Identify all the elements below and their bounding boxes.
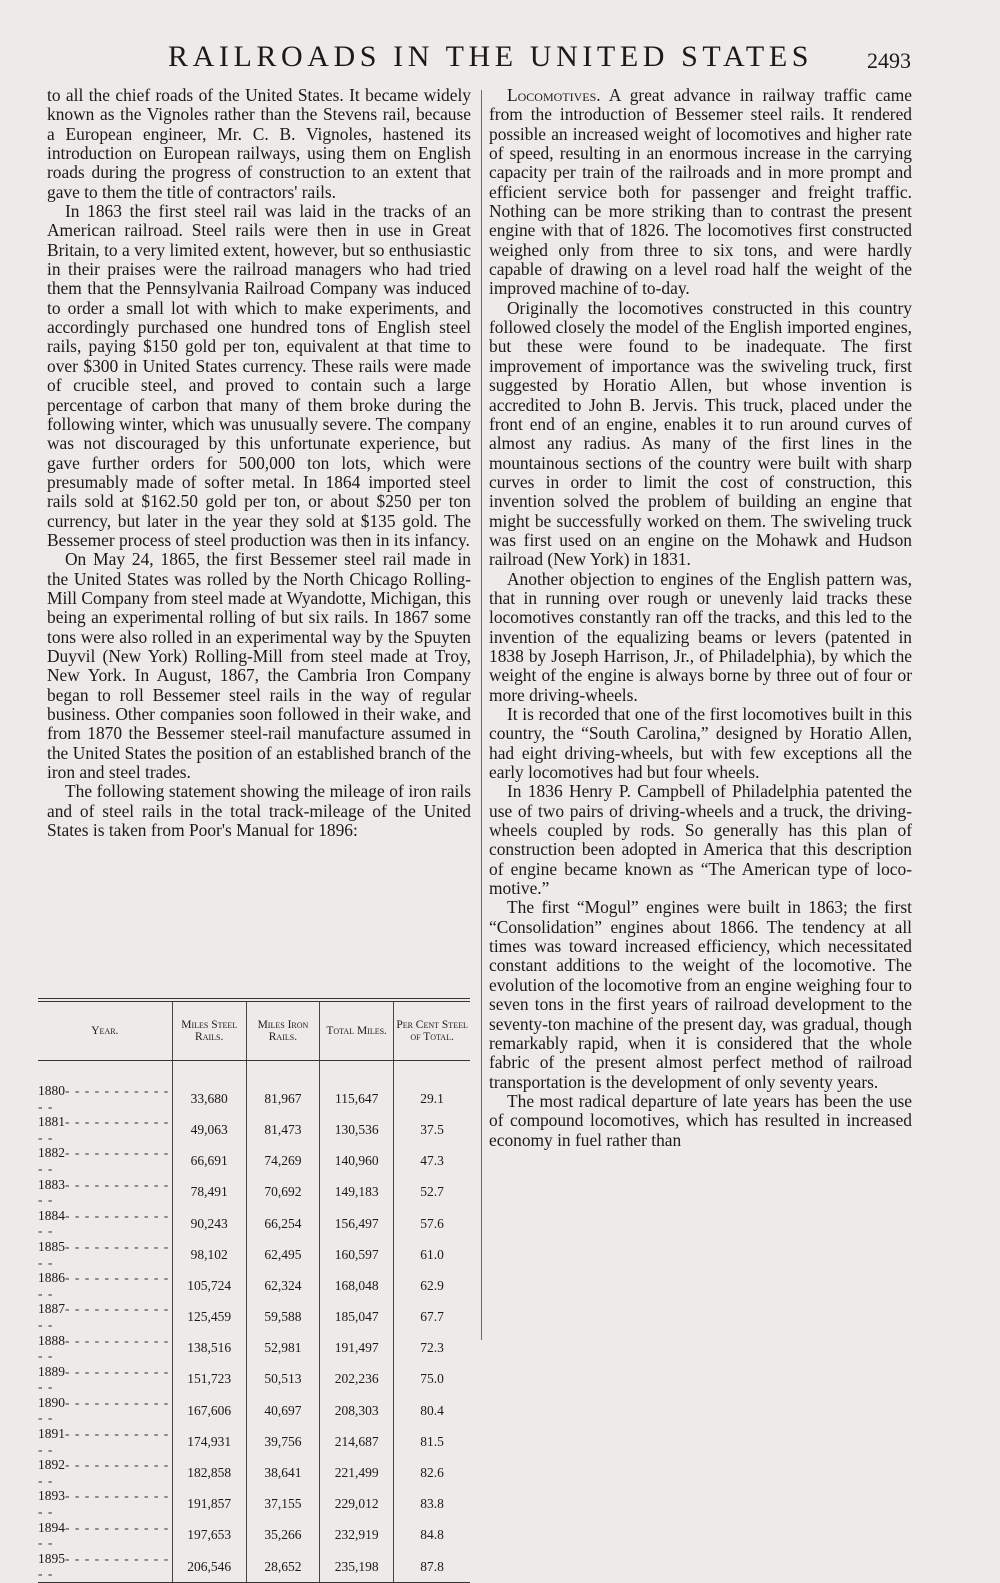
iron-cell	[246, 1457, 319, 1488]
table-row	[38, 1457, 470, 1488]
leader-dots: - - - - - - - - - - - - -	[38, 1394, 170, 1426]
leader-dots: - - - - - - - - - - - - -	[38, 1550, 170, 1582]
iron-cell	[246, 1239, 319, 1270]
paragraph: The following statement showing the mileage of iron rails and of steel rails in the total track-mileage of the United States is taken from Poor's Manual for 1896:	[47, 781, 471, 841]
total-cell-text: 130,536	[334, 1121, 379, 1137]
percent-cell-text: 57.6	[420, 1215, 444, 1231]
leader-dots: - - - - - - - - - - - - -	[38, 1176, 170, 1208]
year-cell	[38, 1301, 172, 1332]
header-percent: Per Cent Steel of Total.	[394, 1002, 470, 1061]
year-cell-text: 1881	[38, 1114, 65, 1130]
total-cell	[320, 1177, 394, 1208]
year-cell-text: 1890	[38, 1394, 65, 1410]
steel-cell	[172, 1520, 246, 1551]
percent-cell	[394, 1145, 470, 1176]
iron-cell-text: 66,254	[264, 1215, 302, 1231]
table-row	[38, 1395, 470, 1426]
total-cell-text: 229,012	[334, 1496, 379, 1512]
section-lead: Locomotives.	[507, 85, 601, 105]
steel-cell	[172, 1114, 246, 1145]
total-cell-text: 140,960	[334, 1153, 379, 1169]
page-header	[0, 40, 1000, 80]
year-cell	[38, 1177, 172, 1208]
year-cell-text: 1892	[38, 1457, 65, 1473]
iron-cell-text: 50,513	[264, 1371, 302, 1387]
table-row	[38, 1145, 470, 1176]
percent-cell-text: 37.5	[420, 1121, 444, 1137]
percent-cell	[394, 1488, 470, 1519]
iron-cell-text: 39,756	[264, 1433, 302, 1449]
total-cell	[320, 1239, 394, 1270]
leader-dots: - - - - - - - - - - - - -	[38, 1114, 170, 1145]
steel-cell-text: 174,931	[187, 1433, 232, 1449]
total-cell	[320, 1426, 394, 1457]
percent-cell-text: 84.8	[420, 1527, 444, 1543]
total-cell	[320, 1520, 394, 1551]
percent-cell	[394, 1520, 470, 1551]
year-cell-text: 1893	[38, 1488, 65, 1504]
steel-cell	[172, 1426, 246, 1457]
total-cell	[320, 1364, 394, 1395]
steel-cell-text: 33,680	[190, 1090, 228, 1106]
year-cell	[38, 1208, 172, 1239]
paragraph-text: A great advance in railway traffic came from the introduction of Bessemer steel rails. It rendered possible an increased weight of locomotives and higher rate of speed, resulting in an enormous increase in the carrying capacity per train of the railroads and in more prompt and efficient service both for passenger and freight traffic. Nothing can be more striking than to contrast the present engine with that of 1826. The locomotives first constructed weighed only from three to six tons, and were hardly capable of drawing on a level road half the weight of the improved machine of to-day.	[489, 85, 912, 299]
table-row	[38, 1426, 470, 1457]
total-cell-text: 168,048	[334, 1277, 379, 1293]
year-cell	[38, 1457, 172, 1488]
total-cell	[320, 1114, 394, 1145]
table-row	[38, 1114, 470, 1145]
iron-cell	[246, 1551, 319, 1583]
percent-cell	[394, 1457, 470, 1488]
year-cell	[38, 1395, 172, 1426]
paragraph: to all the chief roads of the United States. It became widely known as the Vignoles rather than the Stevens rail, because a European engineer, Mr. C. B. Vignoles, hastened its introduction on European railways, using them on English roads during the progress of construction to an extent that gave to them the title of contractors' rails.	[47, 85, 471, 202]
paragraph: The most radical departure of late years has been the use of compound locomotives, which has resulted in increased economy in fuel rather than	[489, 1090, 912, 1150]
iron-cell	[246, 1208, 319, 1239]
year-cell	[38, 1364, 172, 1395]
right-column	[489, 86, 912, 1150]
total-cell	[320, 1145, 394, 1176]
leader-dots: - - - - - - - - - - - - -	[38, 1457, 170, 1488]
steel-cell-text: 90,243	[190, 1215, 228, 1231]
percent-cell	[394, 1177, 470, 1208]
iron-cell	[246, 1333, 319, 1364]
iron-cell-text: 59,588	[264, 1309, 302, 1325]
total-cell-text: 235,198	[334, 1558, 379, 1574]
percent-cell-text: 61.0	[420, 1246, 444, 1262]
percent-cell-text: 82.6	[420, 1465, 444, 1481]
leader-dots: - - - - - - - - - - - - -	[38, 1488, 170, 1520]
percent-cell	[394, 1114, 470, 1145]
steel-cell	[172, 1145, 246, 1176]
leader-dots: - - - - - - - - - - - - -	[38, 1426, 170, 1457]
percent-cell-text: 80.4	[420, 1402, 444, 1418]
percent-cell	[394, 1083, 470, 1114]
iron-cell-text: 81,473	[264, 1121, 302, 1137]
percent-cell-text: 81.5	[420, 1433, 444, 1449]
year-cell	[38, 1488, 172, 1519]
table-row	[38, 1551, 470, 1583]
iron-cell	[246, 1145, 319, 1176]
iron-cell	[246, 1426, 319, 1457]
total-cell-text: 156,497	[334, 1215, 379, 1231]
table-row	[38, 1301, 470, 1332]
header-iron: Miles Iron Rails.	[246, 1002, 319, 1061]
leader-dots: - - - - - - - - - - - - -	[38, 1301, 170, 1332]
year-cell-text: 1887	[38, 1301, 65, 1317]
total-cell	[320, 1457, 394, 1488]
table-row	[38, 1239, 470, 1270]
paragraph: Another objection to engines of the English pattern was, that in running over rough or unevenly laid tracks these locomotives constantly ran off the tracks, and this led to the invention of the equalizing beams or levers (patented in 1838 by Joseph Harrison, Jr., of Philadelphia), by which the weight of the engine is always borne by three out of four or more driving-wheels.	[489, 568, 912, 705]
leader-dots: - - - - - - - - - - - - -	[38, 1332, 170, 1364]
year-cell-text: 1894	[38, 1519, 65, 1535]
table-row	[38, 1270, 470, 1301]
iron-cell	[246, 1488, 319, 1519]
total-cell	[320, 1301, 394, 1332]
total-cell	[320, 1083, 394, 1114]
percent-cell-text: 52.7	[420, 1184, 444, 1200]
steel-cell-text: 125,459	[187, 1309, 232, 1325]
total-cell-text: 221,499	[334, 1465, 379, 1481]
steel-cell	[172, 1333, 246, 1364]
year-cell	[38, 1270, 172, 1301]
total-cell-text: 160,597	[334, 1246, 379, 1262]
steel-cell-text: 78,491	[190, 1184, 228, 1200]
steel-cell-text: 66,691	[190, 1153, 228, 1169]
percent-cell	[394, 1364, 470, 1395]
mileage-table-container	[38, 998, 470, 1583]
table-row	[38, 1488, 470, 1519]
total-cell-text: 185,047	[334, 1309, 379, 1325]
percent-cell-text: 75.0	[420, 1371, 444, 1387]
year-cell-text: 1882	[38, 1145, 65, 1161]
total-cell-text: 149,183	[334, 1184, 379, 1200]
percent-cell-text: 47.3	[420, 1153, 444, 1169]
year-cell	[38, 1239, 172, 1270]
iron-cell-text: 28,652	[264, 1558, 302, 1574]
total-cell	[320, 1395, 394, 1426]
iron-cell-text: 62,495	[264, 1246, 302, 1262]
iron-cell-text: 70,692	[264, 1184, 302, 1200]
steel-cell-text: 98,102	[190, 1246, 228, 1262]
year-cell-text: 1888	[38, 1332, 65, 1348]
percent-cell	[394, 1270, 470, 1301]
steel-cell-text: 191,857	[187, 1496, 232, 1512]
percent-cell-text: 87.8	[420, 1558, 444, 1574]
year-cell-text: 1889	[38, 1363, 65, 1379]
table-body	[38, 1061, 470, 1583]
iron-cell	[246, 1395, 319, 1426]
leader-dots: - - - - - - - - - - - - -	[38, 1519, 170, 1551]
steel-cell-text: 138,516	[187, 1340, 232, 1356]
table-row	[38, 1208, 470, 1239]
iron-cell-text: 81,967	[264, 1090, 302, 1106]
steel-cell-text: 182,858	[187, 1465, 232, 1481]
table-row	[38, 1364, 470, 1395]
total-cell-text: 214,687	[334, 1433, 379, 1449]
steel-cell	[172, 1301, 246, 1332]
steel-cell-text: 167,606	[187, 1402, 232, 1418]
iron-cell	[246, 1364, 319, 1395]
table-spacer-row	[38, 1061, 470, 1084]
year-cell-text: 1895	[38, 1550, 65, 1566]
table-header-row	[38, 1002, 470, 1061]
percent-cell	[394, 1239, 470, 1270]
paragraph: Originally the locomotives constructed in this country followed closely the model of the English imported engines, but these were found to be inadequate. The first improvement of importance was the swiveling truck, first suggested by Horatio Allen, but whose invention is accredited to John B. Jervis. This truck, placed under the front end of an engine, enables it to run around curves of almost any radius. As many of the first lines in the mountainous sections of the country were built with sharp curves in order to limit the cost of construction, this invention solved the problem of building an engine that might be successfully worked on them. The swiveling truck was first used on an engine on the Mohawk and Hudson railroad (New York) in 1831.	[489, 297, 912, 570]
total-cell	[320, 1488, 394, 1519]
percent-cell	[394, 1551, 470, 1583]
steel-cell	[172, 1395, 246, 1426]
table-row	[38, 1333, 470, 1364]
paragraph: The first “Mogul” engines were built in 1863; the first “Consolidation” engines about 1866. The tendency at all times was toward increased efficiency, which necessitated constant additions to the weight of the locomotive. The evolution of the locomotive from an engine weighing four to seven tons in the first years of railroad development to the seventy-ton machine of the present day, was gradual, though remarkably rapid, when it is considered that the whole fabric of the present almost perfect method of railroad transportation is the development of only seventy years.	[489, 897, 912, 1092]
leader-dots: - - - - - - - - - - - - -	[38, 1238, 170, 1270]
header-total: Total Miles.	[320, 1002, 394, 1061]
leader-dots: - - - - - - - - - - - - -	[38, 1145, 170, 1176]
iron-cell	[246, 1083, 319, 1114]
iron-cell	[246, 1270, 319, 1301]
year-cell	[38, 1520, 172, 1551]
paragraph: In 1863 the first steel rail was laid in the tracks of an American railroad. Steel rails were then in use in Great Britain, to a very limited extent, however, but so enthusiastic in their praises were the railroad managers who had tried them that the Pennsylvania Railroad Company was induced to order a small lot with which to make experiments, and accordingly purchased one hundred tons of English steel rails, paying $150 gold per ton, equivalent at that time to over $300 in United States currency. These rails were made of crucible steel, and proved to contain such a large percentage of carbon that many of them broke during the following winter, which was unusually severe. The company was not discouraged by this unfortunate experience, but gave further orders for 500,000 ton lots, which were presumably made of softer metal. In 1864 imported steel rails sold at $162.50 gold per ton, or about $250 per ton currency, but later in the year they sold at $135 gold. The Bessemer process of steel production was then in its infancy.	[47, 201, 471, 550]
iron-cell	[246, 1520, 319, 1551]
column-divider	[481, 90, 482, 1340]
iron-cell-text: 38,641	[264, 1465, 302, 1481]
year-cell-text: 1891	[38, 1426, 65, 1442]
percent-cell	[394, 1208, 470, 1239]
table-row	[38, 1083, 470, 1114]
paragraph: In 1836 Henry P. Campbell of Philadelphia patented the use of two pairs of driving-wheels and a truck, the driving-wheels coupled by rods. So generally has this plan of construction been adopted in America that this description of engine became known as “The American type of locomotive.”	[489, 781, 912, 899]
table-row	[38, 1177, 470, 1208]
percent-cell-text: 83.8	[420, 1496, 444, 1512]
year-cell-text: 1880	[38, 1083, 65, 1098]
percent-cell	[394, 1333, 470, 1364]
iron-cell-text: 62,324	[264, 1277, 302, 1293]
iron-cell-text: 52,981	[264, 1340, 302, 1356]
year-cell-text: 1886	[38, 1270, 65, 1286]
steel-cell	[172, 1177, 246, 1208]
leader-dots: - - - - - - - - - - - - -	[38, 1270, 170, 1301]
total-cell-text: 115,647	[334, 1090, 379, 1106]
iron-cell-text: 37,155	[264, 1496, 302, 1512]
steel-cell-text: 151,723	[187, 1371, 232, 1387]
iron-cell	[246, 1177, 319, 1208]
percent-cell-text: 72.3	[420, 1340, 444, 1356]
year-cell	[38, 1551, 172, 1583]
steel-cell	[172, 1551, 246, 1583]
leader-dots: - - - - - - - - - - - - -	[38, 1207, 170, 1239]
percent-cell-text: 67.7	[420, 1309, 444, 1325]
iron-cell	[246, 1114, 319, 1145]
total-cell-text: 202,236	[334, 1371, 379, 1387]
steel-cell-text: 105,724	[187, 1277, 232, 1293]
steel-cell-text: 49,063	[190, 1121, 228, 1137]
percent-cell-text: 29.1	[420, 1090, 444, 1106]
leader-dots: - - - - - - - - - - - - -	[38, 1083, 170, 1114]
year-cell	[38, 1083, 172, 1114]
paragraph: On May 24, 1865, the first Bessemer steel rail made in the United States was rolled by the North Chicago Rolling-Mill Company from steel made at Wyandotte, Michigan, this being an experimental rolling of but six rails. In 1867 some tons were also rolled in an experimental way by the Spuyten Duyvil (New York) Rolling-Mill from steel made at Troy, New York. In August, 1867, the Cambria Iron Company began to roll Bessemer steel rails in the way of regular business. Other companies soon followed in their wake, and from 1870 the Bessemer steel-rail manufacture assumed in the United States the position of an established branch of the iron and steel trades.	[47, 549, 471, 783]
percent-cell	[394, 1426, 470, 1457]
total-cell	[320, 1208, 394, 1239]
percent-cell	[394, 1395, 470, 1426]
steel-cell-text: 206,546	[187, 1558, 232, 1574]
year-cell	[38, 1114, 172, 1145]
paragraph: It is recorded that one of the first locomotives built in this country, the “South Carolina,” designed by Horatio Allen, had eight driving-wheels, but with few exceptions all the early locomotives had but four wheels.	[489, 704, 912, 783]
total-cell-text: 191,497	[334, 1340, 379, 1356]
year-cell	[38, 1426, 172, 1457]
year-cell-text: 1885	[38, 1238, 65, 1254]
steel-cell	[172, 1239, 246, 1270]
steel-cell	[172, 1208, 246, 1239]
total-cell	[320, 1333, 394, 1364]
total-cell-text: 232,919	[334, 1527, 379, 1543]
total-cell-text: 208,303	[334, 1402, 379, 1418]
year-cell-text: 1884	[38, 1207, 65, 1223]
running-title: RAILROADS IN THE UNITED STATES	[168, 40, 814, 73]
year-cell	[38, 1145, 172, 1176]
iron-cell-text: 40,697	[264, 1402, 302, 1418]
iron-cell-text: 35,266	[264, 1527, 302, 1543]
year-cell	[38, 1333, 172, 1364]
percent-cell-text: 62.9	[420, 1277, 444, 1293]
steel-cell	[172, 1083, 246, 1114]
percent-cell	[394, 1301, 470, 1332]
iron-cell	[246, 1301, 319, 1332]
header-year: Year.	[38, 1002, 172, 1061]
page-number: 2493	[867, 48, 911, 73]
table-row	[38, 1520, 470, 1551]
steel-cell	[172, 1270, 246, 1301]
leader-dots: - - - - - - - - - - - - -	[38, 1363, 170, 1395]
header-steel: Miles Steel Rails.	[172, 1002, 246, 1061]
steel-cell	[172, 1457, 246, 1488]
iron-cell-text: 74,269	[264, 1153, 302, 1169]
total-cell	[320, 1551, 394, 1583]
mileage-table	[38, 1002, 470, 1583]
steel-cell	[172, 1364, 246, 1395]
steel-cell-text: 197,653	[187, 1527, 232, 1543]
paragraph	[489, 86, 912, 299]
total-cell	[320, 1270, 394, 1301]
year-cell-text: 1883	[38, 1176, 65, 1192]
left-column	[47, 86, 471, 840]
steel-cell	[172, 1488, 246, 1519]
